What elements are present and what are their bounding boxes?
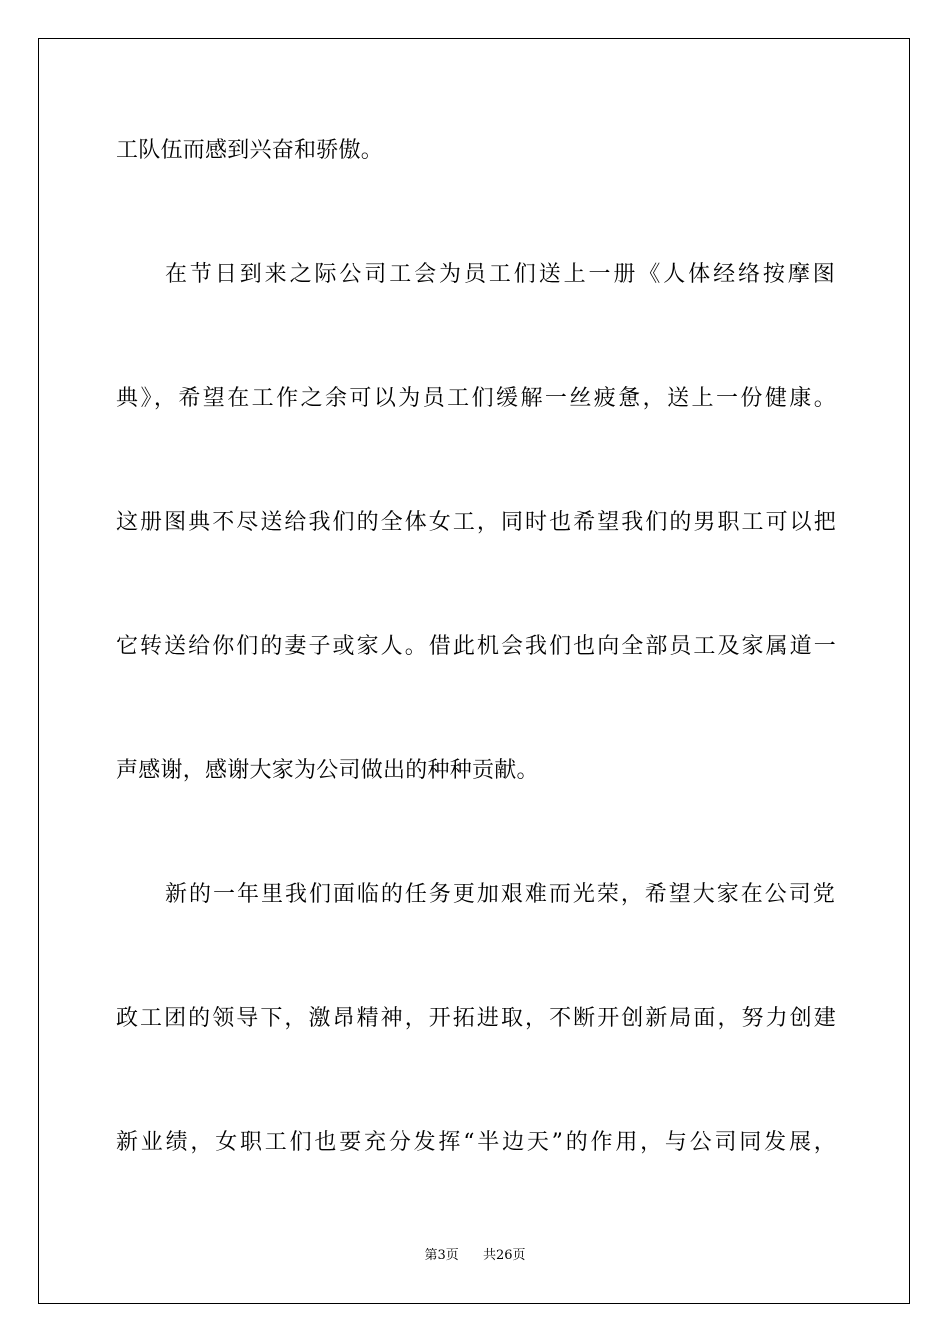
page-total: 共26页: [483, 1248, 526, 1263]
body-line-8: 政工团的领导下，激昂精神，开拓进取，不断开创新局面，努力创建: [116, 1006, 836, 1031]
body-line-6: 声感谢，感谢大家为公司做出的种种贡献。: [116, 758, 539, 783]
page-footer: [0, 1247, 950, 1265]
body-line-9: 新业绩，女职工们也要充分发挥“半边天”的作用，与公司同发展，: [116, 1130, 836, 1155]
page-number: 第3页: [424, 1248, 459, 1263]
page-border: [38, 38, 910, 1304]
body-line-5: 它转送给你们的妻子或家人。借此机会我们也向全部员工及家属道一: [116, 634, 836, 659]
body-line-3: 典》，希望在工作之余可以为员工们缓解一丝疲惫，送上一份健康。: [116, 386, 836, 411]
body-line-1: 工队伍而感到兴奋和骄傲。: [116, 138, 384, 163]
body-line-2: 在节日到来之际公司工会为员工们送上一册《人体经络按摩图: [165, 262, 835, 287]
body-line-7: 新的一年里我们面临的任务更加艰难而光荣，希望大家在公司党: [165, 882, 835, 907]
body-line-4: 这册图典不尽送给我们的全体女工，同时也希望我们的男职工可以把: [116, 510, 836, 535]
